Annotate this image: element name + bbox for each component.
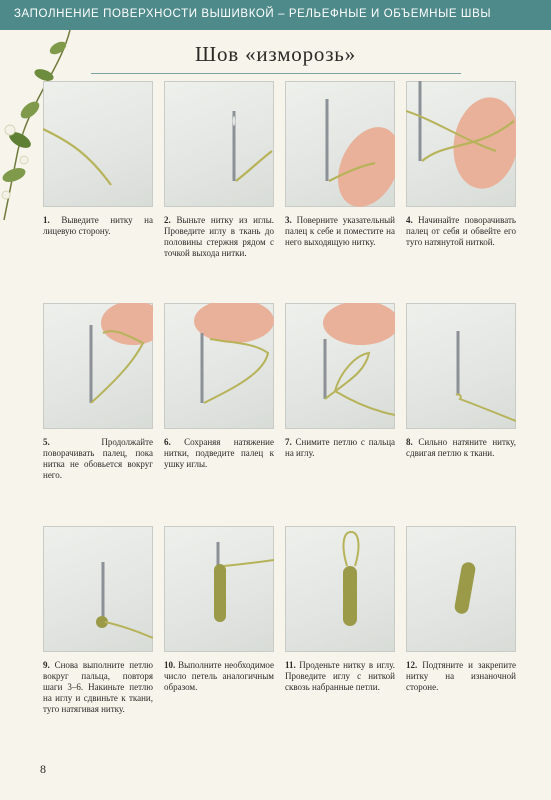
step-8-photo (406, 303, 516, 429)
page-number: 8 (40, 762, 46, 776)
step-12-photo (406, 526, 516, 652)
step-5-text: Продолжайте поворачивать палец, пока нитка не обовьется вокруг него. (43, 437, 153, 480)
step-1-number: 1. (43, 215, 50, 225)
step-3-text: Поверните указательный палец к себе и поместите на него выходящую нитку. (285, 215, 395, 247)
step-9-text: Снова выполните петлю вокруг пальца, повторя шаги 3–6. Накиньте петлю на иглу и сдвиньте к ткани, туго натягивая нитку. (43, 660, 153, 714)
page-title: Шов «изморозь» (0, 42, 551, 74)
step-10-photo (164, 526, 274, 652)
step-6-photo (164, 303, 274, 429)
step-2-photo (164, 81, 274, 207)
step-8-text: Сильно натяните нитку, сдвигая петлю к ткани. (406, 437, 517, 458)
step-9-number: 9. (43, 660, 50, 670)
step-1-photo (43, 81, 153, 207)
step-8-number: 8. (406, 437, 413, 447)
step-11-photo (285, 526, 395, 652)
step-12-number: 12. (406, 660, 418, 670)
step-5-photo (43, 303, 153, 429)
step-5-number: 5. (43, 437, 50, 447)
step-3-photo (285, 81, 395, 207)
step-12-text: Подтяните и закрепите нитку на изнаночной стороне. (406, 660, 516, 692)
step-6-text: Сохраняя натяжение нитки, подведите палец к ушку иглы. (164, 437, 274, 469)
step-11-number: 11. (285, 660, 296, 670)
step-7-text: Снимите петлю с пальца на иглу. (285, 437, 396, 458)
step-1-text: Выведите нитку на лицевую сторону. (43, 215, 153, 236)
step-2-text: Выньте нитку из иглы. Проведите иглу в ткань до половины стержня рядом с точкой выхода нитки. (164, 215, 275, 258)
step-7-number: 7. (285, 437, 292, 447)
step-4-text: Начинайте поворачивать палец от себя и обвейте его туго натянутой ниткой. (406, 215, 516, 247)
step-6-number: 6. (164, 437, 171, 447)
step-3-number: 3. (285, 215, 292, 225)
running-header (0, 0, 551, 30)
step-2-number: 2. (164, 215, 171, 225)
step-4-number: 4. (406, 215, 413, 225)
step-10-text: Выполните необходимое число петель аналогичным образом. (164, 660, 274, 692)
step-9-photo (43, 526, 153, 652)
step-7-photo (285, 303, 395, 429)
step-11-text: Проденьте нитку в иглу. Проведите иглу с ниткой сквозь набранные петли. (285, 660, 396, 692)
running-title: ЗАПОЛНЕНИЕ ПОВЕРХНОСТИ ВЫШИВКОЙ – РЕЛЬЕФНЫЕ И ОБЪЕМНЫЕ ШВЫ (14, 8, 492, 20)
step-10-number: 10. (164, 660, 176, 670)
step-4-photo (406, 81, 516, 207)
